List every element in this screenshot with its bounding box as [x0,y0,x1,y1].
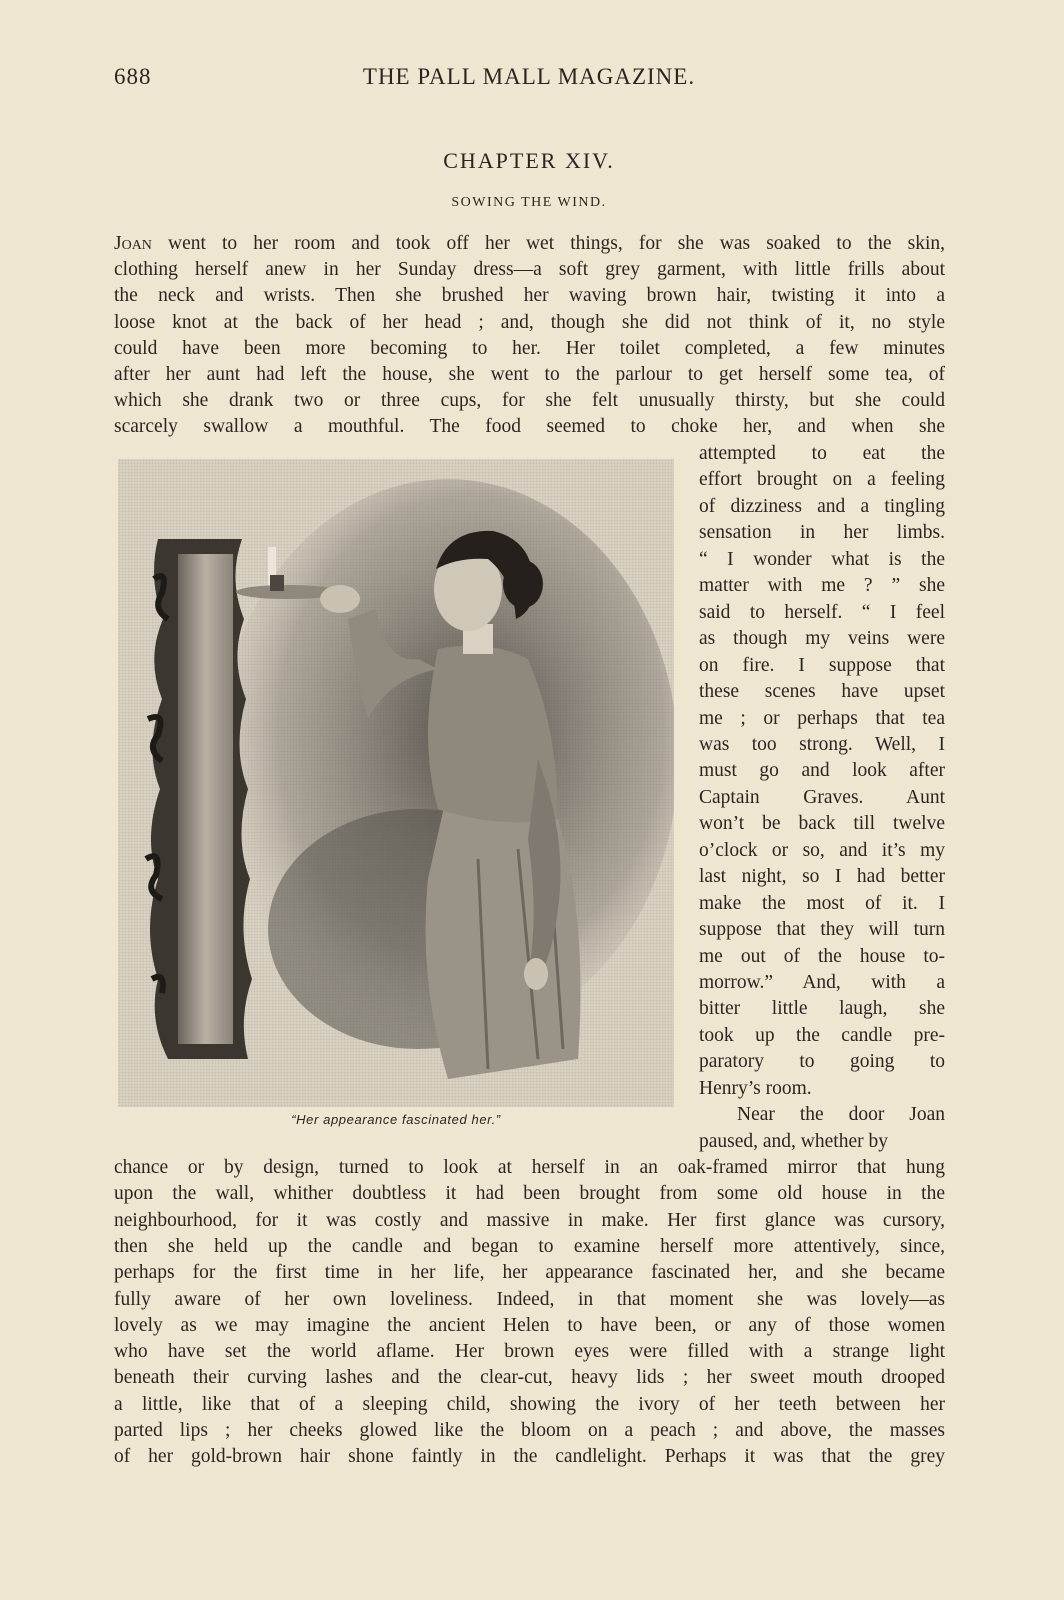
text-line: Near the door Joan [737,1104,945,1126]
illustration-caption: “Her appearance fascinated her.” [291,1112,501,1127]
text-line: the neck and wrists. Then she brushed her waving brown hair, twisting it into a [114,285,945,307]
text-line: who have set the world aflame. Her brown eyes were filled with a strange light [114,1341,945,1363]
chapter-title: CHAPTER XIV. [443,148,615,173]
text-line: neighbourhood, for it was costly and massive in make. Her first glance was cursory, [114,1209,945,1231]
text-line: Captain Graves. Aunt [699,786,945,808]
text-line: o’clock or so, and it’s my [699,839,945,861]
text-line: last night, so I had better [699,866,945,888]
text-line: of her gold-brown hair shone faintly in the candlelight. Perhaps it was that the grey [114,1446,945,1468]
text-line: clothing herself anew in her Sunday dress—a soft grey garment, with little frills about [114,259,945,281]
text-line: which she drank two or three cups, for she felt unusually thirsty, but she could [114,390,945,412]
text-line: took up the candle pre- [699,1024,945,1046]
text-line: bitter little laugh, she [699,998,945,1020]
text-line: was too strong. Well, I [699,733,945,755]
text-line: after her aunt had left the house, she went to the parlour to get herself some tea, of [114,364,945,385]
text-line: as though my veins were [699,628,945,650]
text-line: must go and look after [699,760,945,782]
text-line: me out of the house to- [699,945,945,967]
text-line: these scenes have upset [699,681,945,703]
text-line: on fire. I suppose that [699,654,945,676]
text-line: beneath their curving lashes and the clear-cut, heavy lids ; her sweet mouth drooped [114,1367,945,1389]
text-line [114,231,945,257]
text-line: parted lips ; her cheeks glowed like the bloom on a peach ; and above, the masses [114,1420,945,1441]
text-line: said to herself. “ I feel [699,601,945,623]
text-line: then she held up the candle and began to examine herself more attentively, since, [114,1235,945,1257]
text-line: morrow.” And, with a [699,972,945,993]
text-line: Henry’s room. [699,1077,812,1099]
text-line: paratory to going to [699,1051,945,1073]
text-line: me ; or perhaps that tea [699,707,945,729]
running-header [114,64,944,94]
text-line: won’t be back till twelve [699,813,945,835]
opening-line-rest: went to her room and took off her wet things, for she was soaked to the skin, [151,233,945,254]
magazine-title: THE PALL MALL MAGAZINE. [362,64,696,89]
illustration [118,459,674,1107]
illustration-drawing [118,459,674,1107]
text-line: fully aware of her own loveliness. Indeed, in that moment she was lovely—as [114,1288,945,1310]
text-line: perhaps for the first time in her life, her appearance fascinated her, and she became [114,1262,945,1284]
text-line: of dizziness and a tingling [699,495,945,517]
text-line: matter with me ? ” she [699,575,945,597]
chapter-subtitle: SOWING THE WIND. [451,195,607,210]
text-line: sensation in her limbs. [699,522,945,544]
text-line: a little, like that of a sleeping child, showing the ivory of her teeth between her [114,1393,945,1415]
text-line: could have been more becoming to her. Her toilet completed, a few minutes [114,337,945,359]
text-line: suppose that they will turn [699,919,945,941]
text-line: paused, and, whether by [699,1130,888,1152]
text-line: scarcely swallow a mouthful. The food seemed to choke her, and when she [114,416,945,438]
text-line: chance or by design, turned to look at herself in an oak-framed mirror that hung [114,1157,945,1178]
text-line: “ I wonder what is the [699,548,945,570]
text-line: attempted to eat the [699,443,945,464]
text-line: loose knot at the back of her head ; and, though she did not think of it, no style [114,311,945,333]
opening-word: Joan [114,233,152,254]
text-line: upon the wall, whither doubtless it had been brought from some old house in the [114,1183,945,1205]
page-number: 688 [114,64,152,89]
text-line: effort brought on a feeling [699,469,945,491]
text-line: lovely as we may imagine the ancient Helen to have been, or any of those women [114,1314,945,1336]
text-line: make the most of it. I [699,892,945,914]
